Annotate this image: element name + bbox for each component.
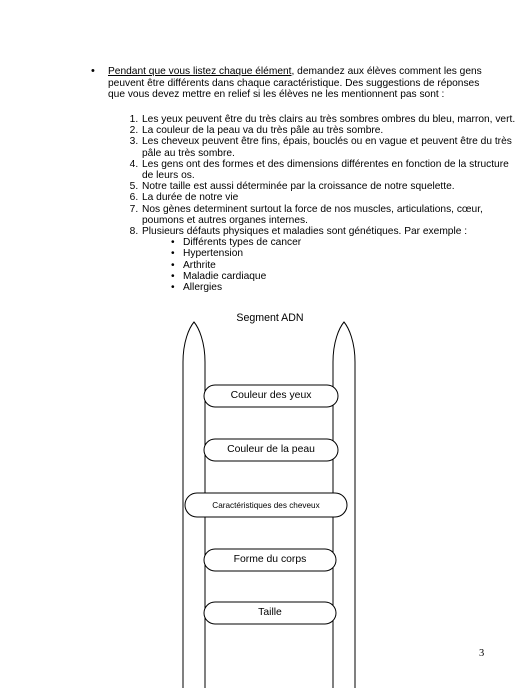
list-item: 7. Nos gènes determinent surtout la force de nos muscles, articulations, cœur, poumons et autres organes internes.	[141, 204, 521, 226]
rung-label-skin-color: Couleur de la peau	[227, 444, 315, 455]
rung-label-height: Taille	[258, 607, 282, 618]
page-number: 3	[479, 648, 485, 659]
intro-text: , demandez aux élèves comment les gens peuvent être différents dans chaque caractéristique. Des suggestions de réponses que vous devez mettre en relief si les élèves ne les mentionnent pas sont :	[108, 66, 482, 101]
list-item: 3. Les cheveux peuvent être fins, épais, bouclés ou en vague et peuvent être du très pâle au très sombre.	[141, 136, 521, 158]
diagram-title: Segment ADN	[236, 312, 304, 324]
example-item: • Hypertension	[171, 248, 521, 259]
list-item: 5. Notre taille est aussi déterminée par la croissance de notre squelette.	[141, 181, 521, 192]
intro-underlined: Pendant que vous listez chaque élément	[108, 66, 292, 77]
bullet-icon: •	[91, 65, 95, 77]
example-item: • Maladie cardiaque	[171, 271, 521, 282]
list-item: 4. Les gens ont des formes et des dimensions différentes en fonction de la structure de leurs os.	[141, 159, 521, 181]
example-item: • Allergies	[171, 282, 521, 293]
rung-label-body-shape: Forme du corps	[233, 554, 307, 565]
list-item: 6. La durée de notre vie	[141, 192, 521, 203]
list-item: 1. Les yeux peuvent être du très clairs au très sombres ombres du bleu, marron, vert.	[141, 114, 521, 125]
rung-label-hair: Caractéristiques des cheveux	[212, 501, 320, 510]
example-item: • Arthrite	[171, 260, 521, 271]
list-item: 2. La couleur de la peau va du très pâle au très sombre.	[141, 125, 521, 136]
list-item-text: Plusieurs défauts physiques et maladies sont génétiques. Par exemple :	[142, 226, 468, 238]
example-item: • Différents types de cancer	[171, 237, 521, 248]
rung-label-eye-color: Couleur des yeux	[230, 390, 312, 401]
